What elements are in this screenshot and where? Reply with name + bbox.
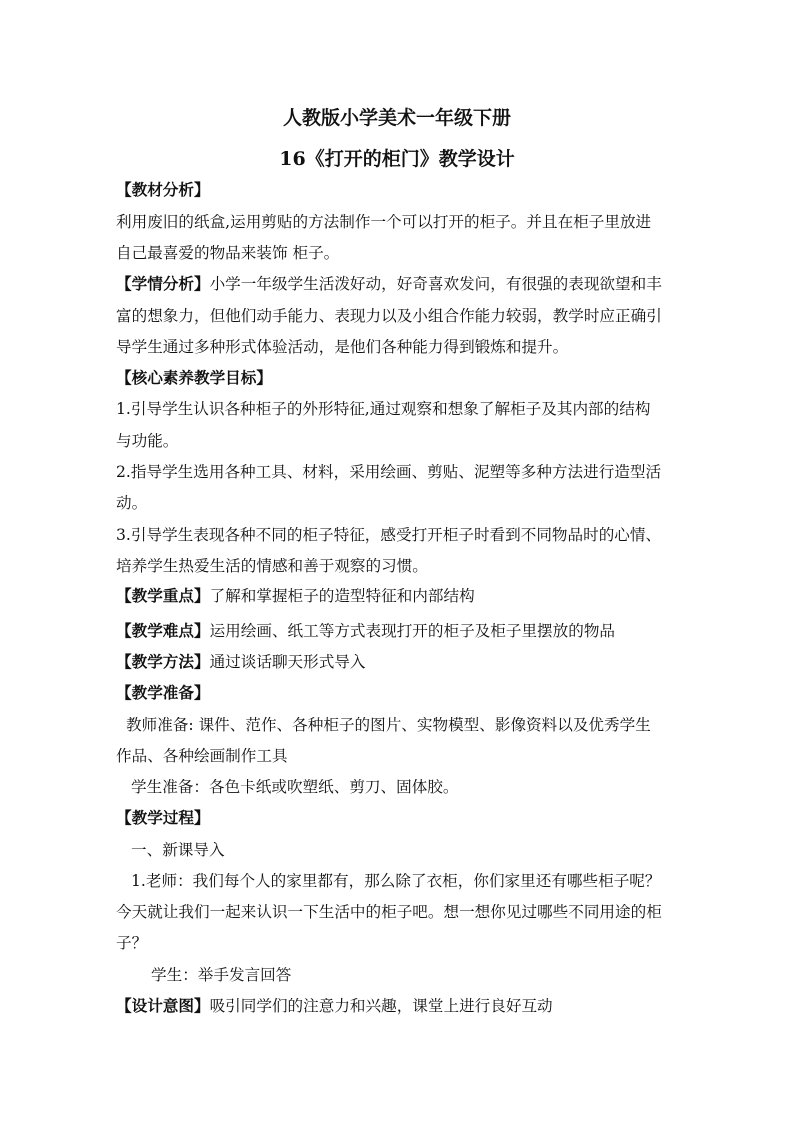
document-title: 人教版小学美术一年级下册 [282, 107, 511, 129]
student-answer-line: 学生：举手发言回答 [151, 966, 292, 984]
goal-1-line-2: 与功能。 [116, 432, 179, 450]
goal-3-line-2: 培养学生热爱生活的情感和善于观察的习惯。 [116, 557, 428, 575]
section-heading-process: 【教学过程】 [116, 808, 210, 827]
section-heading-intent: 【设计意图】 [116, 996, 210, 1015]
section-heading-key: 【教学重点】 [116, 586, 210, 605]
section-heading-difficulty: 【教学难点】 [116, 621, 210, 640]
section-heading-goals: 【核心素养教学目标】 [116, 368, 272, 387]
goal-1-line-1: 1.引导学生认识各种柜子的外形特征,通过观察和想象了解柜子及其内部的结构 [116, 400, 651, 418]
method-line [116, 651, 696, 673]
design-intent-line [116, 995, 696, 1017]
material-text-line-2: 自己最喜爱的物品来装饰 柜子。 [116, 244, 340, 262]
method-text: 通过谈话聊天形式导入 [209, 653, 366, 671]
goal-2-line-2: 动。 [116, 494, 148, 512]
process-paragraph-line-2: 今天就让我们一起来认识一下生活中的柜子吧。想一想你见过哪些不同用途的柜 [116, 903, 662, 921]
section-heading-prep: 【教学准备】 [116, 683, 210, 702]
learner-paragraph-line-1 [116, 273, 696, 295]
difficulty-line [116, 620, 696, 642]
section-heading-material: 【教材分析】 [116, 180, 210, 199]
difficulty-text: 运用绘画、纸工等方式表现打开的柜子及柜子里摆放的物品 [209, 622, 616, 640]
goal-2-line-1: 2.指导学生选用各种工具、材料，采用绘画、剪贴、泥塑等多种方法进行造型活 [116, 463, 662, 481]
document-subtitle: 16《打开的柜门》教学设计 [279, 148, 515, 170]
teacher-prep-line-2: 作品、各种绘画制作工具 [116, 747, 288, 765]
section-heading-learner: 【学情分析】 [116, 274, 210, 293]
key-point-line [116, 585, 696, 607]
student-prep-line: 学生准备：各色卡纸或吹塑纸、剪刀、固体胶。 [131, 778, 459, 796]
process-paragraph-line-1: 1.老师：我们每个人的家里都有，那么除了衣柜，你们家里还有哪些柜子呢？ [131, 872, 661, 890]
key-point-text: 了解和掌握柜子的造型特征和内部结构 [209, 587, 475, 605]
design-intent-text: 吸引同学们的注意力和兴趣，课堂上进行良好互动 [209, 997, 553, 1015]
goal-3-line-1: 3.引导学生表现各种不同的柜子特征，感受打开柜子时看到不同物品时的心情、 [116, 526, 662, 544]
learner-text-line-3: 导学生通过多种形式体验活动，是他们各种能力得到锻炼和提升。 [116, 338, 569, 356]
section-heading-method: 【教学方法】 [116, 652, 210, 671]
material-text-line-1: 利用废旧的纸盒,运用剪贴的方法制作一个可以打开的柜子。并且在柜子里放进 [116, 213, 652, 231]
process-paragraph-line-3: 子？ [116, 934, 148, 952]
learner-text-line-2: 富的想象力，但他们动手能力、表现力以及小组合作能力较弱，教学时应正确引 [116, 307, 662, 325]
process-step-title: 一、新课导入 [131, 841, 225, 859]
learner-text-line-1: 小学一年级学生活泼好动，好奇喜欢发问，有很强的表现欲望和丰 [209, 275, 662, 293]
teacher-prep-line-1: 教师准备: 课件、范作、各种柜子的图片、实物模型、影像资料以及优秀学生 [126, 716, 651, 734]
